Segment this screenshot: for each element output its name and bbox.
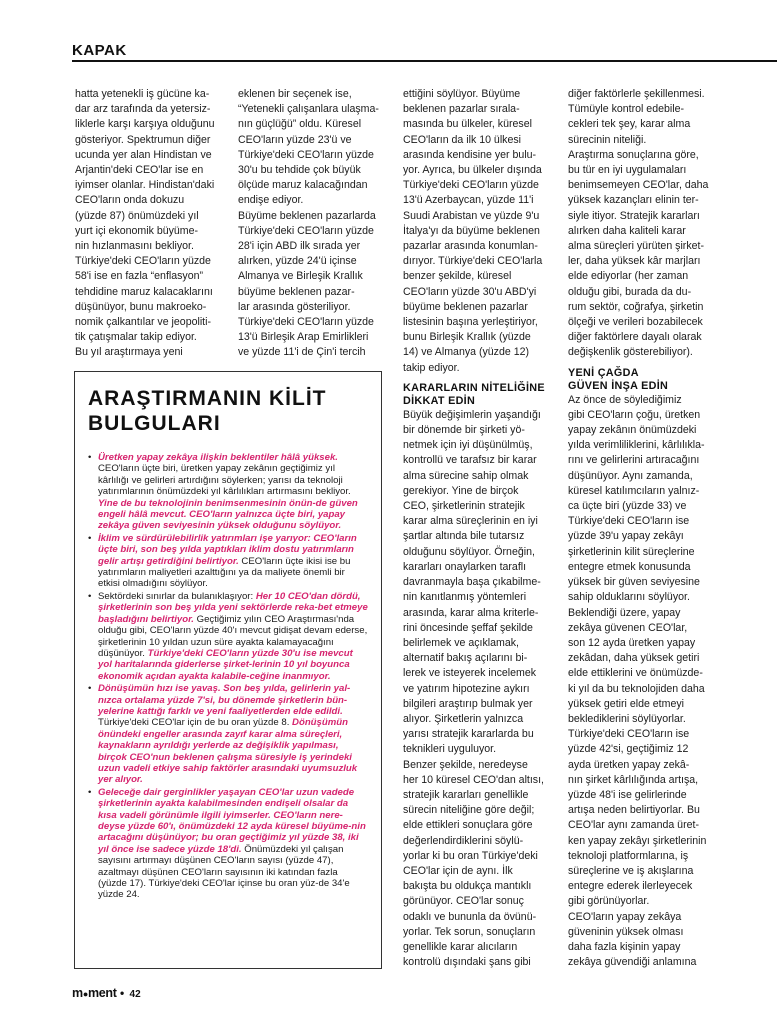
text-line: CEO'ların yüzde 30'u ABD'yi [403,285,537,298]
text-line: ve yatırım hipotezine aykırı [403,682,530,695]
text-line: bilgileri araştırıp bulmak yer [403,697,533,710]
text-line: ken yapay zekâyı şirketlerinin [568,834,707,847]
text-line: daha fazla kişinin yapay [568,940,681,953]
text-line: şartlar altında bile tutarsız [403,530,525,543]
text-line: dırıyor. Türkiye'deki CEO'larla [403,255,543,268]
text-line: elde ettiklerini ve önümüzde- [568,667,703,680]
text-line: hatta yetenekli iş gücüne ka- [75,88,210,100]
text-line: diğer faktörlere dayalı olarak [568,331,702,344]
text-line: ler, daha yüksek kâr marjları [568,255,701,268]
text-line: yüksek kazançları elinin ter- [568,194,699,207]
text-line: teknikleri uyguluyor. [403,743,497,756]
section-label: KAPAK [72,42,127,59]
text-line: sahip olduklarını söylüyor. [568,591,690,604]
text-line: eklenen bir seçenek ise, [238,88,352,100]
text-line: siyle itiyor. Stratejik kararları [568,209,700,222]
text-line: ve yüzde 11'i de Çin'i tercih [238,346,366,359]
text-line: bakışta bu oldukça mantıklı [403,880,532,893]
text-line: lar arasında gösteriliyor. [238,300,351,313]
text-line: 58'i ise en fazla “enflasyon” [75,270,204,283]
text-line: Türkiye'deki CEO'ların ise [568,728,690,741]
text-line: CEO'ların yüzde 23'ü ve [238,133,352,146]
text-line: CEO, şirketlerinin stratejik [403,500,525,513]
text-line: masında bu ülkeler, küresel [403,118,532,131]
text-line: liklerle karşı karşıya olduğunu [75,118,215,131]
text-line: nın güçlüğü” oldu. Küresel [238,118,362,131]
text-line: kararları onaylarken taraflı [403,560,527,573]
text-line: alıyor. Şirketlerin yalnızca [403,712,524,725]
text-line: genellikle karar alıcıların [403,940,518,953]
text-line: 30'u bu tehdide çok büyük [238,164,361,177]
text-line: beklenen pazarlar sırala- [403,103,520,116]
text-line: süreçlerine ve iş akışlarına [568,864,694,877]
text-line: beklediklerini söylüyorlar. [568,712,686,725]
text-line: Benzer şekilde, neredeyse [403,758,528,771]
text-line: rum sektör, coğrafya, şirketin [568,300,704,313]
article-column-3 [403,87,563,970]
text-line: büyüme beklenen pazarlar [403,300,528,313]
finding-item: • Dönüşümün hızı ise yavaş. Son beş yılda, gelirlerin yal-nızca ortalama yüzde 7'si, bu dönemde şirketlerin bün-yelerine kattığı farklı ve yeni faaliyetlerden elde edildi. Türkiye'deki CEO'lar için de bu oran yüzde 8. Dönüşümün önündeki engeller arasında zayıf karar alma süreçleri, kaynakların ayrıldığı yerlerde az değişiklik yapılması, birçok CEO'nun beklenen çalışma süresiyle iş yerindeki uzun vadeli etkiye sahip faktörler arasındaki uyumsuzluk yer alıyor. [88,683,368,786]
text-line: arasında, karar alma kriterle- [403,606,539,619]
text-line: Arjantin'deki CEO'lar ise en [75,164,204,177]
text-line: alma sürecine sahip olmak [403,469,529,482]
text-line: 28'i için ABD ilk sırada yer [238,240,361,253]
text-line: görünüyor. CEO'lar sonuç [403,895,524,908]
text-line: alırken daha kaliteli karar [568,224,686,237]
key-findings-box [74,371,382,969]
text-line: düşünüyor, bunu makroeko- [75,300,207,313]
magazine-logo: m●ment [72,986,117,1000]
text-line: nomik çalkantılar ve jeopoliti- [75,316,212,329]
text-line: tik çatışmalar takip ediyor. [75,331,197,344]
subheading: KARARLARIN NİTELİĞİNE DİKKAT EDİN [403,381,545,407]
text-line: (yüzde 87) önümüzdeki yıl [75,209,199,222]
text-line: alırken, yüzde 24'ü içinse [238,255,357,268]
article-column-2 [238,87,398,361]
text-line: endişe ediyor. [238,194,304,207]
finding-item: • İklim ve sürdürülebilirlik yatırımları işe yarıyor: CEO'ların üçte biri, son beş yılda yaptıkları iklim dostu yatırımların gelir artışı getirdiğini belirtiyor. CEO'ların üçte ikisi ise bu yatırımların maliyetleri azalttığını ya da maliyete önemli bir etkisi olmadığını söylüyor. [88,533,368,590]
text-line: Beklendiği üzere, yapay [568,606,681,619]
text-line: listesinin başına yerleştiriyor, [403,316,538,329]
text-line: odaklı ve bununla da övünü- [403,910,537,923]
text-line: pazarlar arasında konumlan- [403,240,538,253]
text-line: zekâya güvenen CEO'lar, [568,621,688,634]
text-line: Türkiye'deki CEO'ların ise [568,515,690,528]
text-line: ölçeği ve verileri bozabilecek [568,316,703,329]
text-line: belirlemek ve açıklamak, [403,636,519,649]
text-line: stratejik kararları genellikle [403,788,529,801]
finding-item: • Sektördeki sınırlar da bulanıklaşıyor: Her 10 CEO'dan dördü, şirketlerinin son beş yılda yeni sektörlerde reka-bet etmeye başladığını belirtiyor. Geçtiğimiz yılın CEO Araştırması'nda olduğu gibi, CEO'ların yüzde 40'ı mevcut gidişat devam ederse, şirketlerinin 10 yıldan uzun süre ayakta kalamayacağını düşünüyor. Türkiye'deki CEO'ların yüzde 30'u ise mevcut yol haritalarında giderlerse şirket-lerinin 10 yıl boyunca ekonomik açıdan ayakta kalabile-ceğine inanmıyor. [88,591,368,682]
text-line: bunu Birleşik Krallık (yüzde [403,331,531,344]
text-line: yüksek getiri elde etmeyi [568,697,684,710]
finding-item: • Geleceğe dair gerginlikler yaşayan CEO'lar uzun vadede şirketlerinin ayakta kalabilmesinden endişeli olsalar da kısa vadeli görünümle ilgili iyimserler. CEO'ların nere-deyse yüzde 60'ı, önümüzdeki 12 ayda küresel büyüme-nin artacağını düşünüyor; bu oran geçtiğimiz yıl yüzde 38, iki yıl önce ise sadece yüzde 18'di. Önümüzdeki yıl çalışan sayısını artırmayı düşünen CEO'ların sayısı (yüzde 47), azaltmayı düşünen CEO'ların sayısının iki katından fazla (yüzde 17). Türkiye'deki CEO'lar içinse bu oran yüz-de 34'e yüzde 24. [88,787,368,901]
text-line: yapay zekânın önümüzdeki [568,424,697,437]
text-line: dar arz tarafında da yetersiz- [75,103,211,116]
page-footer [72,986,141,1000]
text-line: yurt içi ekonomik büyüme- [75,224,199,237]
text-line: alma süreçleri yürüten şirket- [568,240,704,253]
page-number: 42 [129,989,141,1000]
text-line: rını ve gelirlerini artıracağını [568,454,700,467]
text-line: Araştırma sonuçlarına göre, [568,148,699,161]
text-line: tehdidine maruz kalacaklarını [75,285,213,298]
text-line: entegre ederek ilerleyecek [568,880,693,893]
text-line: Tümüyle kontrol edebile- [568,103,684,116]
text-line: yorlar. Tek sorun, sonuçların [403,925,536,938]
text-line: kontrolü dışındaki şans gibi [403,956,531,969]
text-line: takip ediyor. [403,361,460,374]
text-line: zekâya güvendiği anlamına [568,956,697,969]
footer-separator: • [119,986,125,1000]
text-line: nın şirket kârlılığında artışa, [568,773,699,786]
text-line: yarısı stratejik kararlarda bu [403,728,534,741]
header-rule [72,60,777,62]
key-findings-list [88,452,368,901]
text-line: davranmayla başa çıkabilme- [403,576,541,589]
text-line: gibi CEO'ların çoğu, üretken [568,408,701,421]
text-line: artışa neden belirtiyorlar. Bu [568,804,700,817]
text-line: yorlar ki bu oran Türkiye'deki [403,849,538,862]
text-line: olduğu gibi, burada da du- [568,285,692,298]
text-line: Türkiye'deki CEO'ların yüzde [403,179,539,192]
text-line: yor. Ayrıca, bu ülkeler dışında [403,164,542,177]
text-line: elde ediyorlar (her zaman [568,270,689,283]
text-line: zekâdan, daha yüksek getiri [568,652,700,665]
text-line: ucunda yer alan Hindistan ve [75,148,212,161]
text-line: kontrollü ve tarafsız bir karar [403,454,537,467]
text-line: olduğunu söylüyor. Örneğin, [403,545,535,558]
text-line: gibi görünüyorlar. [568,895,650,908]
text-line: bu tür en iyi uygulamaları [568,164,687,177]
text-line: benzer şekilde, küresel [403,270,512,283]
text-line: büyüme beklenen pazar- [238,285,355,298]
text-line: Türkiye'deki CEO'ların yüzde [238,316,374,329]
text-line: rini öncesinde şeffaf şekilde [403,621,533,634]
text-line: İtalya'yı da büyüme beklenen [403,224,540,237]
key-findings-title: ARAŞTIRMANIN KİLİT BULGULARI [88,387,327,435]
text-line: gösteriyor. Spektrumun diğer [75,133,211,146]
text-line: değişkenlik gösterebiliyor). [568,346,693,359]
text-line: Almanya ve Birleşik Krallık [238,270,363,283]
text-line: ca üçte biri (yüzde 33) ve [568,500,687,513]
text-line: yüksek bir güven seviyesine [568,576,700,589]
text-line: Türkiye'deki CEO'ların yüzde [238,224,374,237]
subheading: YENİ ÇAĞDA GÜVEN İNŞA EDİN [568,366,669,392]
text-line: cekleri tek şey, karar alma [568,118,691,131]
text-line: Türkiye'deki CEO'ların yüzde [238,148,374,161]
text-line: 13'ü Azerbaycan, yüzde 11'i [403,194,534,207]
text-line: değerlendirdiklerini söylü- [403,834,524,847]
text-line: son 12 ayda üretken yapay [568,636,696,649]
text-line: küresel katılımcıların yalnız- [568,484,700,497]
text-line: entegre etmek konusunda [568,560,691,573]
text-line: yılda verimliliklerini, kârlılıkla- [568,439,705,452]
text-line: 13'ü Birleşik Arap Emirlikleri [238,331,369,344]
text-line: Bu yıl araştırmaya yeni [75,346,183,359]
text-line: iyimser olanlar. Hindistan'daki [75,179,215,192]
text-line: yüzde 48'i ise gelirlerinde [568,788,687,801]
text-line: karar alma süreçlerinin en iyi [403,515,538,528]
text-line: CEO'ların onda dokuzu [75,194,185,207]
text-line: güveninin yüksek olması [568,925,684,938]
text-line: Büyük değişimlerin yaşandığı [403,408,541,421]
text-line: Suudi Arabistan ve yüzde 9'u [403,209,540,222]
text-line: Az önce de söylediğimiz [568,393,682,406]
text-line: CEO'ların da ilk 10 ülkesi [403,133,522,146]
text-line: elde ettikleri sonuçlara göre [403,819,533,832]
text-line: nin hızlanmasını bekliyor. [75,240,194,253]
text-line: nin kanıtlanmış yöntemleri [403,591,527,604]
text-line: alternatif bakış açılarını bi- [403,652,528,665]
article-column-1 [75,87,235,361]
text-line: ölçüde maruz kalacağından [238,179,368,192]
text-line: arasında kendisine yer bulu- [403,148,537,161]
text-line: Türkiye'deki CEO'ların yüzde [75,255,211,268]
text-line: sürecinin niteliği. [568,133,647,146]
text-line: CEO'lar için de aynı. İlk [403,864,513,877]
text-line: gerekiyor. Yine de birçok [403,484,519,497]
finding-item: • Üretken yapay zekâya ilişkin beklentiler hâlâ yüksek. CEO'ların üçte biri, üretken yapay zekânın geçtiğimiz yıl kârlılığı ve gelirleri artırdığını söylerken; yarısı da teknoloji yatırımlarının önümüzdeki yıl kârlılıkları artırmasını bekliyor. Yine de bu teknolojinin benimsenmesinin önün-de güven engeli hâlâ mevcut. CEO'ların yalnızca üçte biri, yapay zekâya güven seviyesinin yüksek olduğunu söylüyor. [88,452,368,532]
text-line: bir dönemde bir şirketi yö- [403,424,525,437]
text-line: Büyüme beklenen pazarlarda [238,209,376,222]
text-line: ayda üretken yapay zekâ- [568,758,690,771]
text-line: netmek için iyi düşünülmüş, [403,439,533,452]
text-line: yüzde 42'si, geçtiğimiz 12 [568,743,689,756]
text-line: 14) ve Almanya (yüzde 12) [403,346,530,359]
text-line: yüzde 39'u yapay zekâyı [568,530,684,543]
text-line: düşünüyor. Aynı zamanda, [568,469,693,482]
text-line: ki yıl da bu teknolojiden daha [568,682,705,695]
text-line: “Yetenekli çalışanlara ulaşma- [238,103,379,116]
text-line: CEO'ların yapay zekâya [568,910,682,923]
text-line: teknoloji platformlarına, iş [568,849,689,862]
text-line: lerek ve isteyerek incelemek [403,667,537,680]
text-line: sürecin niteliğine göre değil; [403,804,535,817]
text-line: ettiğini söylüyor. Büyüme [403,88,521,100]
text-line: şirketlerinin kilit süreçlerine [568,545,695,558]
text-line: her 10 küresel CEO'dan altısı, [403,773,544,786]
text-line: diğer faktörlerle şekillenmesi. [568,88,705,100]
article-column-4 [568,87,728,970]
text-line: benimsemeyen CEO'lar, daha [568,179,709,192]
text-line: CEO'lar aynı zamanda üret- [568,819,699,832]
